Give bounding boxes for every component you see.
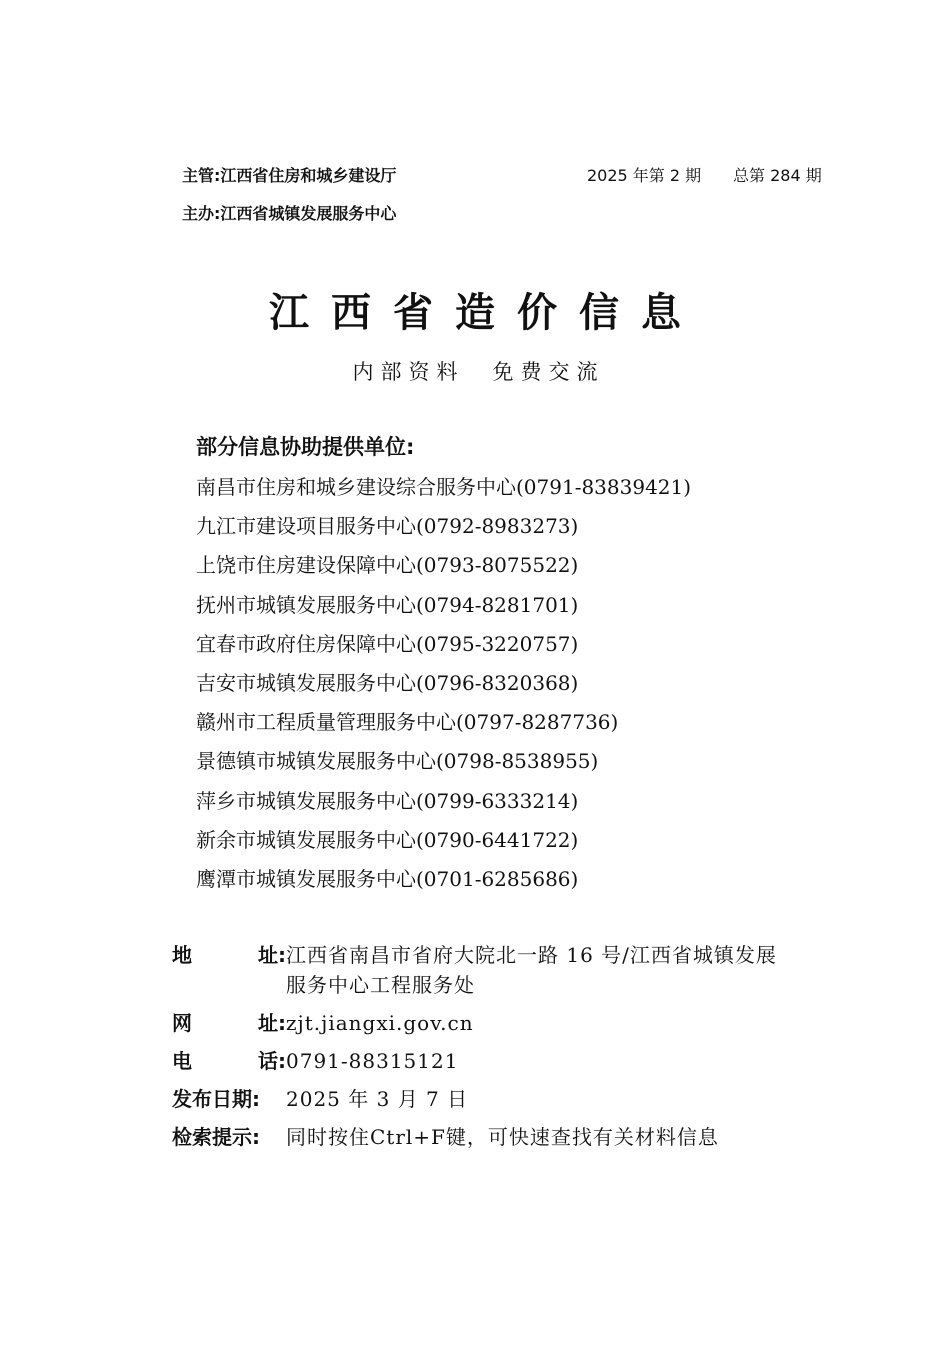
search-tip-label: 检索提示:	[172, 1125, 260, 1149]
total-issue-number: 总第 284 期	[733, 166, 822, 185]
provider-item: 九江市建设项目服务中心(0792-8983273)	[196, 514, 579, 539]
provider-item: 新余市城镇发展服务中心(0790-6441722)	[196, 827, 579, 852]
providers-list	[196, 472, 691, 903]
provider-item: 抚州市城镇发展服务中心(0794-8281701)	[196, 592, 579, 617]
date-value: 2025 年 3 月 7 日	[286, 1087, 469, 1111]
provider-item: 南昌市住房和城乡建设综合服务中心(0791-83839421)	[196, 475, 692, 499]
address-row	[172, 940, 794, 1000]
provider-item: 上饶市住房建设保障中心(0793-8075522)	[196, 553, 579, 578]
phone-value: 0791-88315121	[286, 1049, 459, 1073]
address-label	[172, 940, 286, 970]
provider-item: 宜春市政府住房保障中心(0795-3220757)	[196, 631, 579, 656]
address-value: 江西省南昌市省府大院北一路 16 号/江西省城镇发展服务中心工程服务处	[286, 943, 777, 997]
supervisor-line: 主管:江西省住房和城乡建设厅	[182, 166, 397, 185]
provider-item: 景德镇市城镇发展服务中心(0798-8538955)	[196, 749, 599, 774]
phone-label-char: 话:	[258, 1049, 286, 1073]
phone-label-char: 电	[172, 1049, 192, 1073]
website-label-char: 址:	[258, 1011, 286, 1035]
contact-info	[172, 940, 794, 1160]
provider-item: 萍乡市城镇发展服务中心(0799-6333214)	[196, 788, 579, 813]
phone-label	[172, 1046, 286, 1076]
provider-item: 吉安市城镇发展服务中心(0796-8320368)	[196, 670, 579, 695]
date-label: 发布日期:	[172, 1087, 260, 1111]
date-row	[172, 1084, 794, 1114]
issue-number: 2025 年第 2 期	[587, 166, 702, 185]
website-row	[172, 1008, 794, 1038]
sponsor-line: 主办:江西省城镇发展服务中心	[182, 204, 397, 223]
provider-item: 赣州市工程质量管理服务中心(0797-8287736)	[196, 710, 619, 735]
providers-heading: 部分信息协助提供单位:	[196, 435, 415, 459]
phone-row	[172, 1046, 794, 1076]
website-link[interactable]: zjt.jiangxi.gov.cn	[286, 1011, 474, 1035]
address-label-char: 址:	[258, 943, 286, 967]
publication-title: 江西省造价信息	[269, 289, 703, 336]
search-tip-value: 同时按住Ctrl+F键，可快速查找有关材料信息	[286, 1125, 719, 1149]
website-label-char: 网	[172, 1011, 192, 1035]
search-tip-row	[172, 1122, 794, 1152]
provider-item: 鹰潭市城镇发展服务中心(0701-6285686)	[196, 866, 579, 891]
website-label	[172, 1008, 286, 1038]
address-label-char: 地	[172, 943, 192, 967]
publication-subtitle: 内部资料 免费交流	[352, 360, 605, 384]
